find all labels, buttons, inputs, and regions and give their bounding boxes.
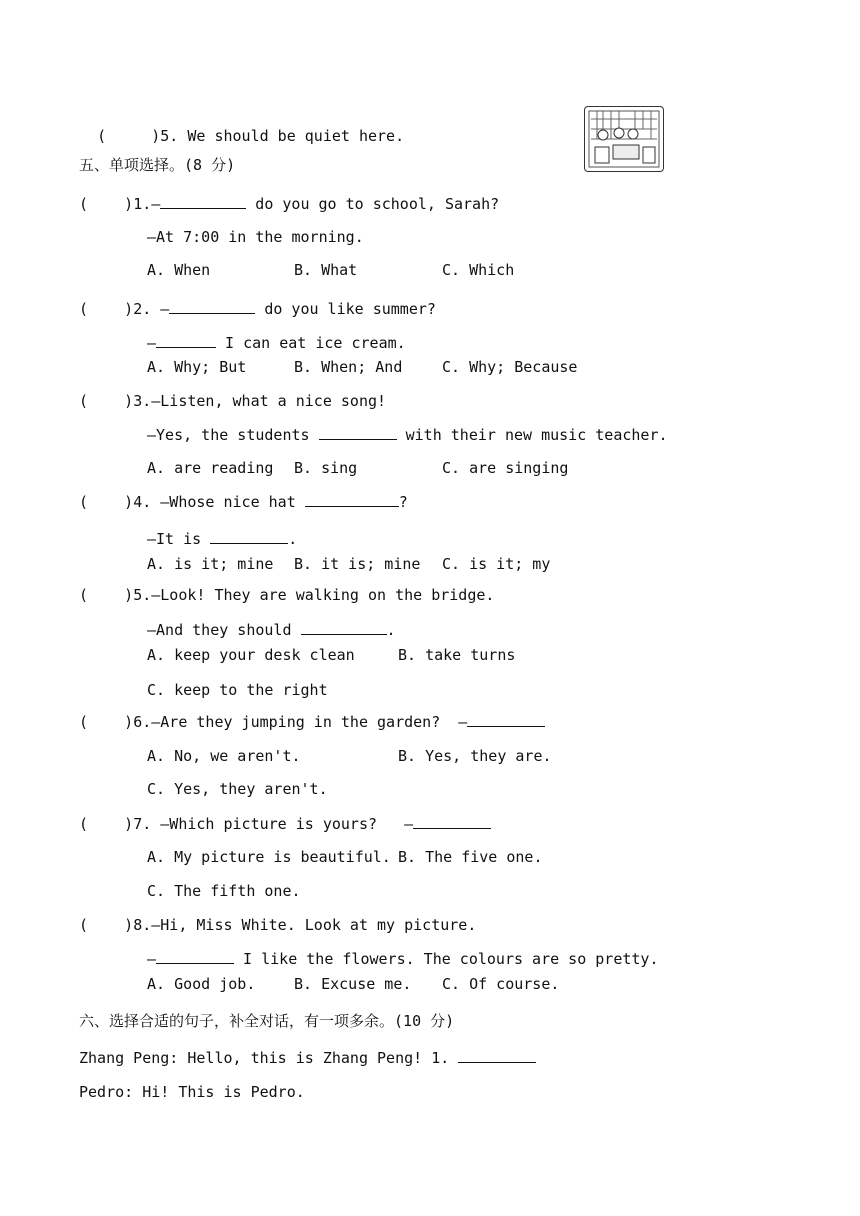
question-1: ( )1.— do you go to school, Sarah? [79,195,500,213]
question-7: ( )7. —Which picture is yours? — [79,814,491,834]
option-a: A. is it; mine [147,555,274,573]
answer-blank[interactable] [210,529,288,544]
answer-blank[interactable] [319,425,397,440]
option-c: C. is it; my [442,555,551,573]
option-c: C. are singing [442,459,569,477]
option-c: C. Which [442,261,515,279]
option-b: B. When; And [294,358,403,376]
option-c: C. The fifth one. [147,882,301,900]
dialogue-line-2: Pedro: Hi! This is Pedro. [79,1083,305,1101]
section-5-title: 五、单项选择。(8 分) [79,156,236,174]
answer-blank[interactable] [305,492,399,507]
option-a: A. No, we aren't. [147,747,301,765]
answer-blank[interactable] [156,949,234,964]
question-4: ( )4. —Whose nice hat ? [79,493,408,511]
option-a: A. Good job. [147,975,256,993]
option-b: B. What [294,261,358,279]
question-4-reply: —It is . [147,530,298,548]
dialogue-line-1: Zhang Peng: Hello, this is Zhang Peng! 1. [79,1048,536,1068]
answer-blank[interactable] [156,333,216,348]
library-illustration [584,106,664,172]
question-3-reply: —Yes, the students with their new music teacher. [147,426,668,444]
option-a: A. Why; But [147,358,247,376]
option-a: A. My picture is beautiful. [147,848,391,866]
question-6: ( )6.—Are they jumping in the garden? — [79,712,545,732]
answer-blank[interactable] [458,1048,536,1063]
question-text: 5. We should be quiet here. [160,127,405,145]
option-a: A. are reading [147,459,274,477]
answer-paren-open: ( [97,127,107,145]
answer-blank[interactable] [467,712,545,727]
question-8: ( )8.—Hi, Miss White. Look at my picture. [79,916,477,934]
answer-blank[interactable] [160,194,246,209]
option-b: B. sing [294,459,358,477]
option-c: C. keep to the right [147,681,328,699]
answer-paren-close: ) [151,127,161,145]
option-c: C. Why; Because [442,358,578,376]
option-b: B. The five one. [398,848,543,866]
question-5-reply: —And they should . [147,621,396,639]
section-6-title: 六、选择合适的句子，补全对话，有一项多余。(10 分) [79,1012,455,1030]
answer-blank[interactable] [413,814,491,829]
question-top-5 [79,106,404,146]
option-b: B. take turns [398,646,516,664]
option-c: C. Of course. [442,975,560,993]
option-b: B. Yes, they are. [398,747,552,765]
answer-blank[interactable] [301,620,387,635]
question-2: ( )2. — do you like summer? [79,300,436,318]
option-b: B. it is; mine [294,555,421,573]
option-a: A. keep your desk clean [147,646,355,664]
option-c: C. Yes, they aren't. [147,780,328,798]
option-a: A. When [147,261,211,279]
option-b: B. Excuse me. [294,975,412,993]
question-8-reply: — I like the flowers. The colours are so pretty. [147,950,659,968]
answer-blank[interactable] [169,299,255,314]
question-1-reply: —At 7:00 in the morning. [147,228,364,246]
question-2-reply: — I can eat ice cream. [147,334,406,352]
question-5: ( )5.—Look! They are walking on the bridge. [79,586,495,604]
question-3: ( )3.—Listen, what a nice song! [79,392,387,410]
